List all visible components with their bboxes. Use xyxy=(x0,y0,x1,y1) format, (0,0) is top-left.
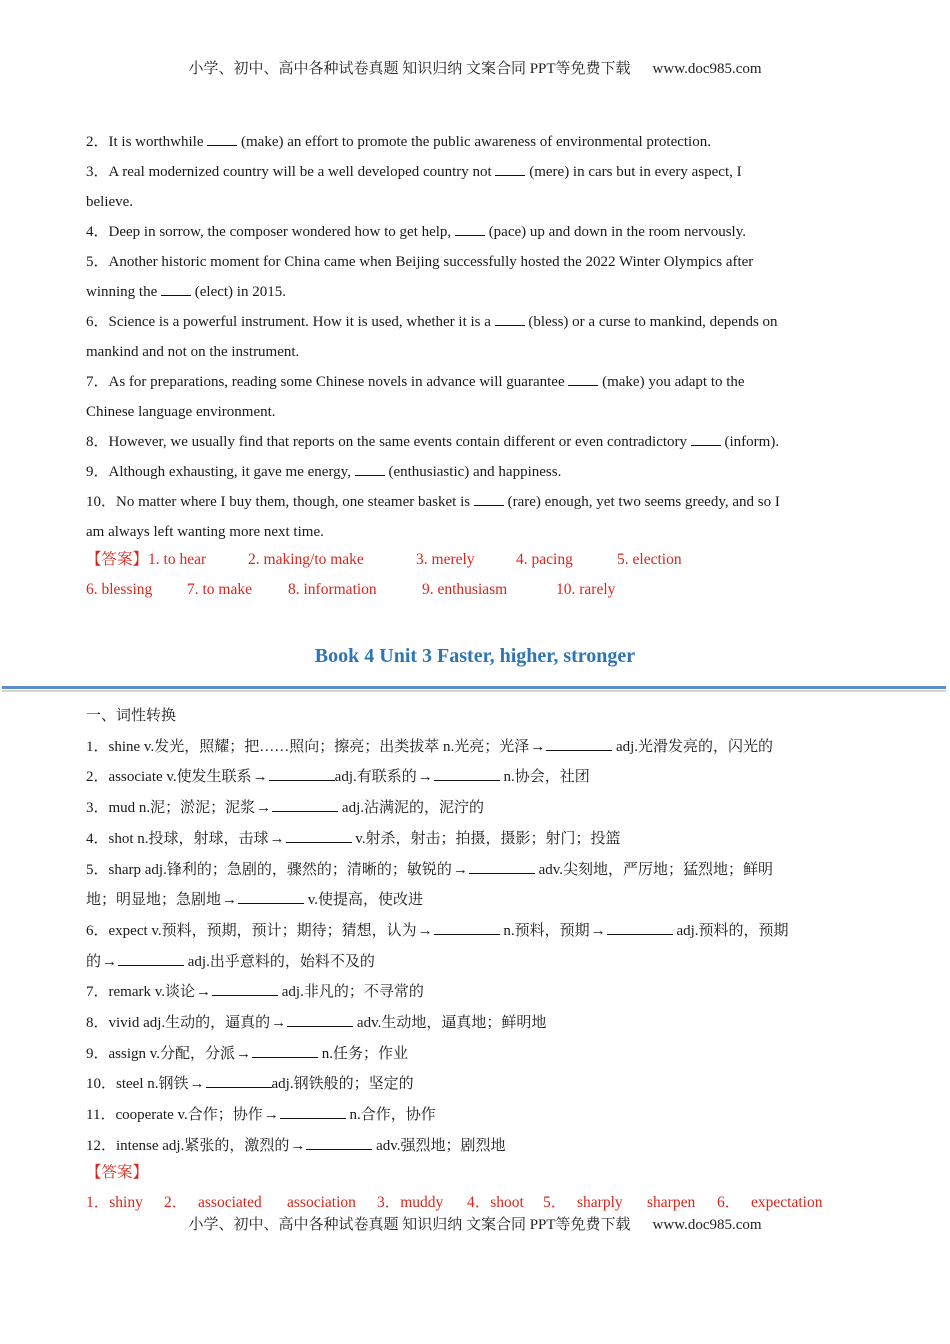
answer-blank xyxy=(280,1104,346,1119)
item-10: 10．steel n.钢铁→ adj.钢铁般的；坚定的 xyxy=(86,1069,866,1100)
answer-item: 9. enthusiasm xyxy=(422,581,508,598)
answer-row xyxy=(86,575,866,605)
answer-blank xyxy=(238,889,304,904)
answer-blank xyxy=(355,461,385,476)
answer-item: sharply xyxy=(577,1194,623,1211)
answer-item: sharpen xyxy=(647,1194,696,1211)
arrow-icon: → xyxy=(222,892,238,909)
section-divider xyxy=(2,686,946,689)
answer-item: 1. to hear xyxy=(148,551,207,568)
answer-blank xyxy=(474,491,504,506)
answer-item: 4. pacing xyxy=(516,551,573,568)
item-9: 9．assign v.分配，分派→ n.任务；作业 xyxy=(86,1039,866,1070)
arrow-icon: → xyxy=(417,922,433,939)
answer-item: 7. to make xyxy=(187,581,252,598)
question-6-cont: mankind and not on the instrument. xyxy=(86,344,300,360)
answer-item: 6． xyxy=(717,1194,741,1211)
arrow-icon: → xyxy=(263,1107,279,1124)
header-site-link[interactable]: www.doc985.com xyxy=(652,61,762,77)
answer-item: 6. blessing xyxy=(86,581,153,598)
answer-blank xyxy=(691,431,721,446)
answer-blank xyxy=(434,920,500,935)
arrow-icon: → xyxy=(271,1015,287,1032)
arrow-icon: → xyxy=(269,830,285,847)
item-5-cont: 地；明显地；急剧地→ v.使提高，使改进 xyxy=(86,885,866,916)
question-3-cont: believe. xyxy=(86,194,134,210)
answer-blank xyxy=(269,766,335,781)
section-divider-shadow xyxy=(2,690,946,692)
item-5: 5．sharp adj.锋利的；急剧的，骤然的；清晰的；敏锐的→ adv.尖刻地，严厉地；猛烈地；鲜明 xyxy=(86,855,866,886)
arrow-icon: → xyxy=(452,861,468,878)
answer-item: associated xyxy=(198,1194,262,1211)
item-11: 11．cooperate v.合作；协作→ n.合作，协作 xyxy=(86,1100,866,1131)
answer-item: 5． xyxy=(543,1194,567,1211)
answer-row xyxy=(86,545,866,575)
footer-banner: 小学、初中、高中各种试卷真题 知识归纳 文案合同 PPT等免费下载 xyxy=(188,1217,631,1233)
item-4: 4．shot n.投球，射球，击球→ v.射杀，射击；拍摄，摄影；射门；投篮 xyxy=(86,824,866,855)
question-9: 9．Although exhausting, it gave me energy, (enthusiastic) and happiness. xyxy=(86,457,866,487)
item-2: 2．associate v.使发生联系→ adj.有联系的→ n.协会，社团 xyxy=(86,762,866,793)
answer-blank xyxy=(495,311,525,326)
answer-blank xyxy=(207,131,237,146)
answer-item: 8. information xyxy=(288,581,377,598)
arrow-icon: → xyxy=(530,738,546,755)
arrow-icon: → xyxy=(290,1137,306,1154)
arrow-icon: → xyxy=(189,1076,205,1093)
arrow-icon: → xyxy=(417,769,433,786)
exercise-2 xyxy=(86,701,866,1162)
answer-item: 2． xyxy=(164,1194,188,1211)
answer-blank xyxy=(287,1012,353,1027)
item-6-cont: 的→ adj.出乎意料的，始料不及的 xyxy=(86,947,866,978)
header-banner: 小学、初中、高中各种试卷真题 知识归纳 文案合同 PPT等免费下载 xyxy=(188,61,631,77)
answer-blank xyxy=(546,736,612,751)
answer-item: 10. rarely xyxy=(556,581,616,598)
answer-label: 【答案】 xyxy=(86,1164,149,1181)
answer-item: 3. merely xyxy=(416,551,475,568)
answer-label: 【答案】 xyxy=(86,551,149,568)
answer-blank xyxy=(161,281,191,296)
item-1: 1．shine v.发光，照耀；把……照向；擦亮；出类拔萃 n.光亮；光泽→ adj.光滑发亮的，闪光的 xyxy=(86,732,866,763)
answer-blank xyxy=(272,797,338,812)
question-10: 10．No matter where I buy them, though, one steamer basket is (rare) enough, yet two seems greedy, and so I xyxy=(86,487,866,517)
arrow-icon: → xyxy=(196,984,211,1001)
answer-key-2 xyxy=(86,1158,866,1218)
section-title: Book 4 Unit 3 Faster, higher, stronger xyxy=(314,645,636,667)
question-5-cont: winning the (elect) in 2015. xyxy=(86,277,866,307)
answer-blank xyxy=(212,981,278,996)
question-6: 6．Science is a powerful instrument. How it is used, whether it is a (bless) or a curse to mankind, depends on xyxy=(86,307,866,337)
item-7: 7．remark v.谈论→ adj.非凡的；不寻常的 xyxy=(86,977,866,1008)
question-3: 3．A real modernized country will be a well developed country not (mere) in cars but in every aspect, I xyxy=(86,157,866,187)
answer-item: 1．shiny xyxy=(86,1194,143,1211)
answer-blank xyxy=(306,1135,372,1150)
answer-item: 4．shoot xyxy=(467,1194,524,1211)
answer-item: 5. election xyxy=(617,551,682,568)
arrow-icon: → xyxy=(590,922,606,939)
answer-item: 3．muddy xyxy=(377,1194,444,1211)
question-10-cont: am always left wanting more next time. xyxy=(86,524,324,540)
question-5: 5．Another historic moment for China came when Beijing successfully hosted the 2022 Winter Olympics after xyxy=(86,254,754,270)
part-title: 一、词性转换 xyxy=(86,708,177,724)
answer-blank xyxy=(455,221,485,236)
arrow-icon: → xyxy=(236,1045,252,1062)
arrow-icon: → xyxy=(252,769,268,786)
item-12: 12．intense adj.紧张的，激烈的→ adv.强烈地；剧烈地 xyxy=(86,1131,866,1162)
answer-blank xyxy=(252,1043,318,1058)
page-header xyxy=(0,57,950,78)
item-8: 8．vivid adj.生动的，逼真的→ adv.生动地，逼真地；鲜明地 xyxy=(86,1008,866,1039)
item-6: 6．expect v.预料，预期，预计；期待；猜想，认为→ n.预料，预期→ adj.预料的，预期 xyxy=(86,916,866,947)
answer-blank xyxy=(286,828,352,843)
answer-item: 2. making/to make xyxy=(248,551,364,568)
footer-site-link[interactable]: www.doc985.com xyxy=(652,1217,762,1233)
answer-blank xyxy=(118,951,184,966)
arrow-icon: → xyxy=(256,800,272,817)
answer-blank xyxy=(206,1073,272,1088)
exercise-1 xyxy=(86,127,866,547)
page-footer xyxy=(0,1213,950,1234)
arrow-icon: → xyxy=(102,953,118,970)
question-2: 2．It is worthwhile (make) an effort to promote the public awareness of environmental protection. xyxy=(86,127,866,157)
answer-item: association xyxy=(287,1194,356,1211)
answer-blank xyxy=(568,371,598,386)
item-3: 3．mud n.泥；淤泥；泥浆→ adj.沾满泥的，泥泞的 xyxy=(86,793,866,824)
answer-blank xyxy=(434,766,500,781)
question-8: 8．However, we usually find that reports on the same events contain different or even contradictory (inform). xyxy=(86,427,866,457)
answer-blank xyxy=(607,920,673,935)
answer-key-1 xyxy=(86,545,866,605)
question-7-cont: Chinese language environment. xyxy=(86,404,276,420)
question-4: 4．Deep in sorrow, the composer wondered how to get help, (pace) up and down in the room nervously. xyxy=(86,217,866,247)
answer-blank xyxy=(469,859,535,874)
answer-item: expectation xyxy=(751,1194,823,1211)
answer-blank xyxy=(495,161,525,176)
question-7: 7．As for preparations, reading some Chinese novels in advance will guarantee (make) you adapt to the xyxy=(86,367,866,397)
